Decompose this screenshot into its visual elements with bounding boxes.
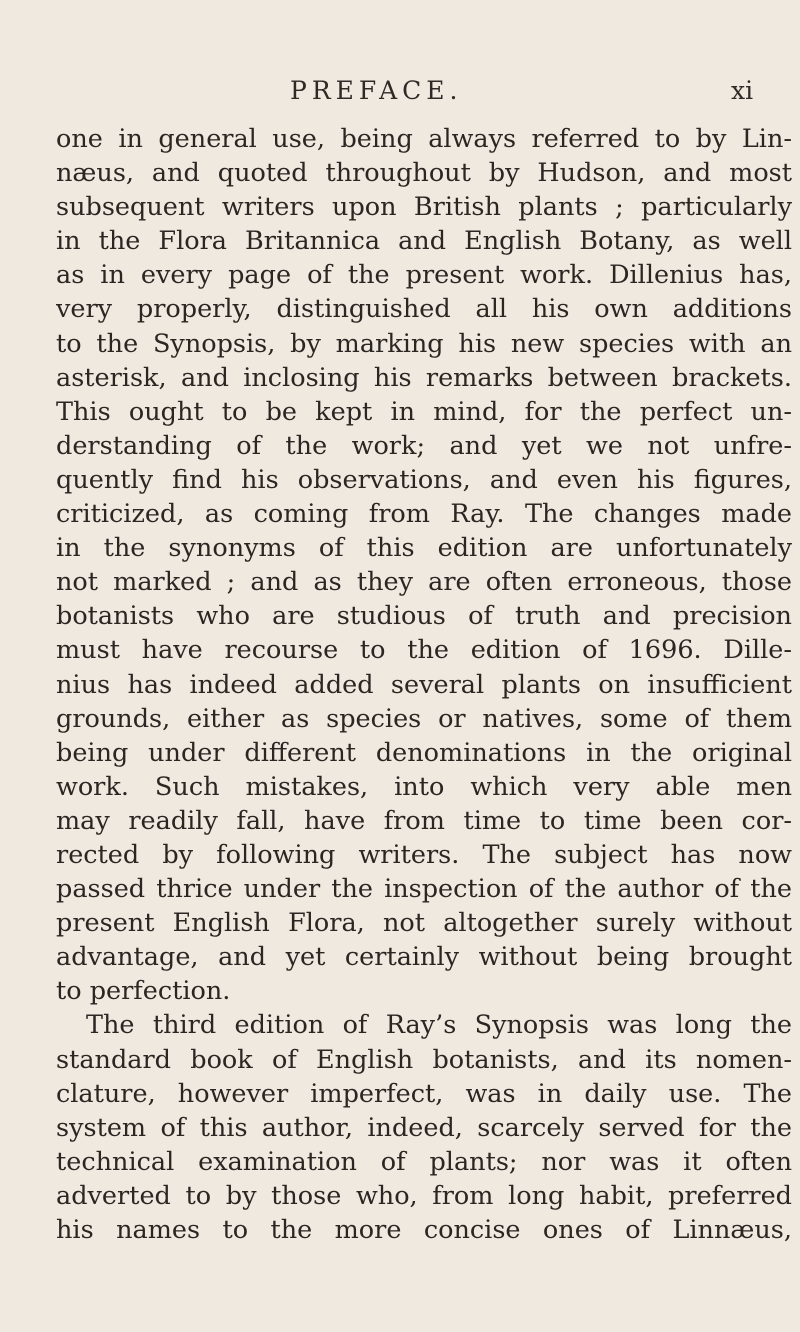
- text-line: not marked ; and as they are often erroneous, those: [56, 567, 792, 598]
- paragraph-end-line: to perfection.: [56, 976, 231, 1007]
- text-line: quently find his observations, and even his figures,: [56, 464, 792, 495]
- text-line: in the synonyms of this edition are unfortunately: [56, 533, 792, 564]
- page-number: xi: [731, 76, 754, 105]
- text-line: one in general use, being always referred to by Lin-: [56, 124, 792, 154]
- running-head-title: PREFACE.: [290, 76, 463, 105]
- text-line: may readily fall, have from time to time been cor-: [56, 805, 792, 836]
- text-line: asterisk, and inclosing his remarks between brackets.: [56, 362, 792, 393]
- text-line: passed thrice under the inspection of the author of the: [56, 874, 792, 905]
- text-line: to the Synopsis, by marking his new species with an: [56, 328, 792, 359]
- text-line: standard book of English botanists, and its nomen-: [56, 1044, 792, 1075]
- text-line: system of this author, indeed, scarcely served for the: [56, 1112, 792, 1143]
- text-line: in the Flora Britannica and English Botany, as well: [56, 226, 792, 257]
- text-line: criticized, as coming from Ray. The changes made: [56, 499, 792, 530]
- text-line: present English Flora, not altogether surely without: [56, 908, 792, 939]
- text-line: This ought to be kept in mind, for the perfect un-: [56, 396, 792, 427]
- text-line: being under different denominations in the original: [56, 737, 792, 768]
- text-line: as in every page of the present work. Dillenius has,: [56, 260, 792, 291]
- text-line: advantage, and yet certainly without being brought: [56, 942, 792, 973]
- text-line: grounds, either as species or natives, some of them: [56, 703, 792, 734]
- text-line: nius has indeed added several plants on insufficient: [56, 669, 792, 700]
- text-line: subsequent writers upon British plants ; particularly: [56, 192, 792, 223]
- text-line: botanists who are studious of truth and precision: [56, 601, 792, 632]
- text-line: adverted to by those who, from long habit, preferred: [56, 1180, 792, 1211]
- body-text: [56, 122, 792, 1247]
- text-line: næus, and quoted throughout by Hudson, and most: [56, 158, 792, 189]
- text-line: rected by following writers. The subject has now: [56, 839, 792, 870]
- text-line: technical examination of plants; nor was it often: [56, 1146, 792, 1177]
- text-line: clature, however imperfect, was in daily use. The: [56, 1078, 792, 1109]
- text-line: work. Such mistakes, into which very able men: [56, 771, 792, 802]
- text-line: his names to the more concise ones of Linnæus,: [56, 1215, 792, 1245]
- text-line: must have recourse to the edition of 1696. Dille-: [56, 635, 792, 666]
- text-line: very properly, distinguished all his own additions: [56, 294, 792, 325]
- running-head: [0, 76, 800, 112]
- text-line: derstanding of the work; and yet we not unfre-: [56, 430, 792, 461]
- paragraph-start-line: The third edition of Ray’s Synopsis was long the: [86, 1010, 792, 1041]
